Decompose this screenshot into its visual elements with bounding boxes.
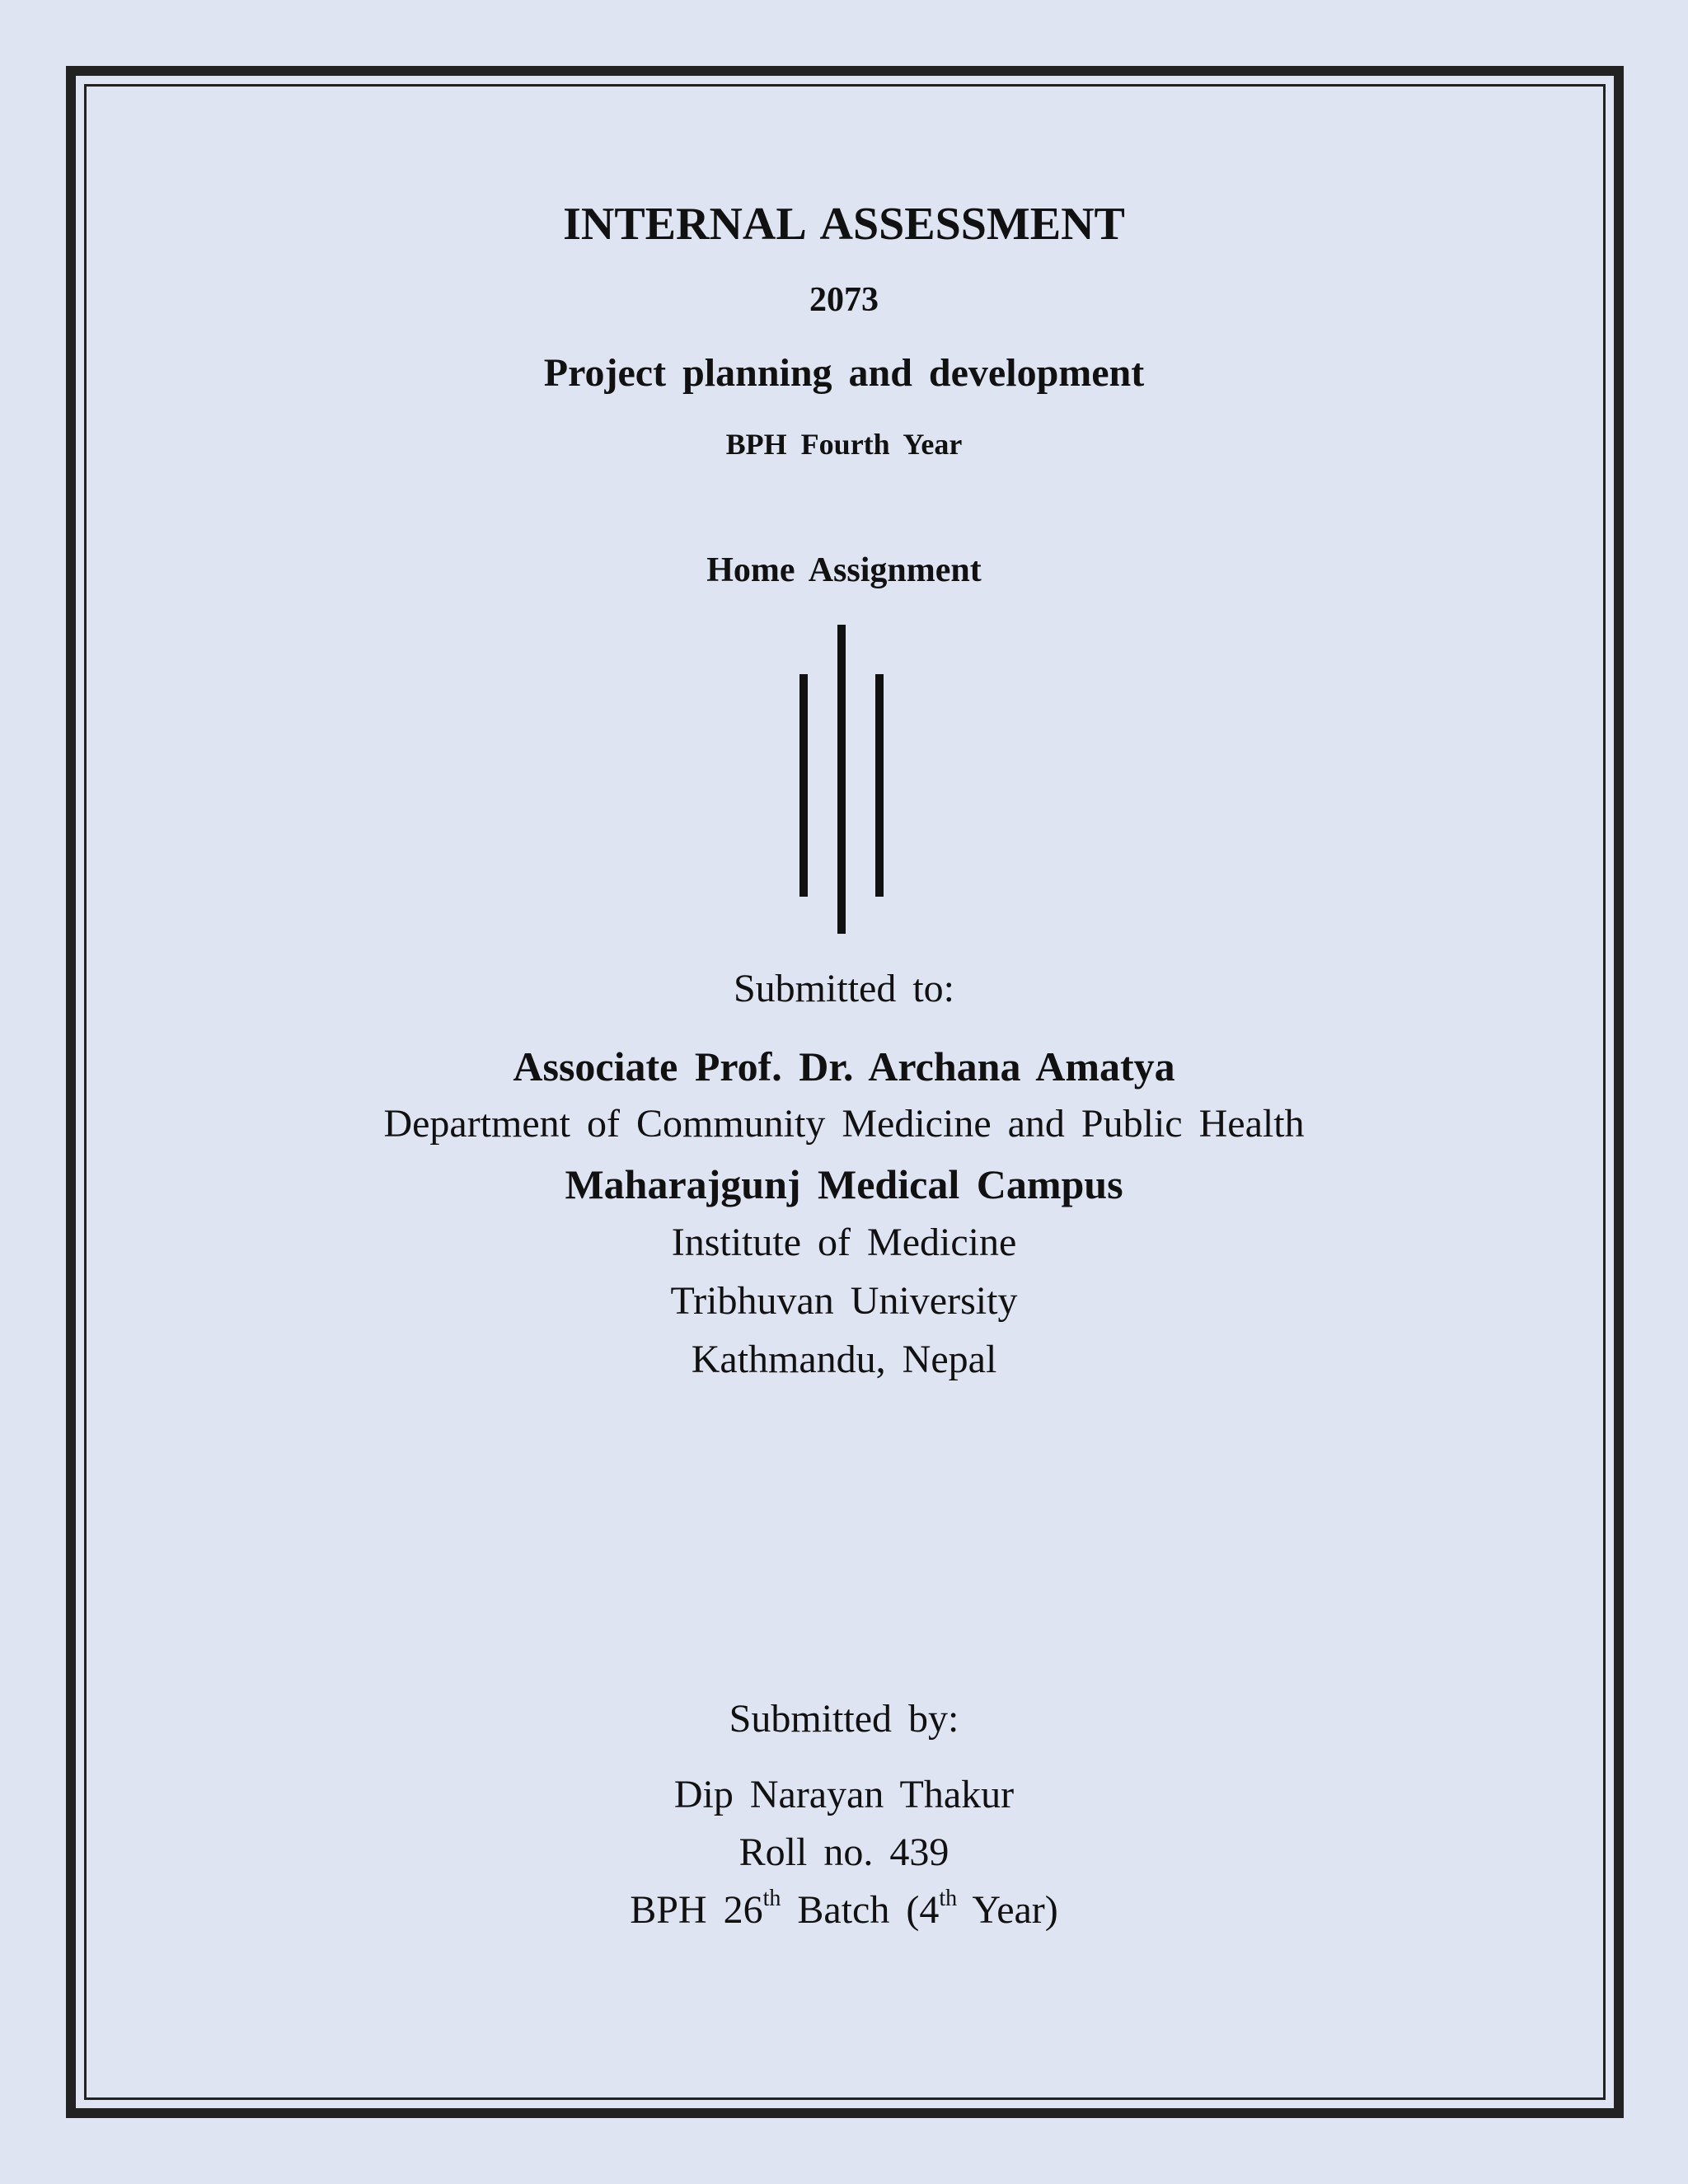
assignment-type: Home Assignment — [706, 551, 982, 589]
roll-number: Roll no. 439 — [738, 1830, 950, 1874]
emblem-left-bar — [799, 674, 808, 897]
document-title: INTERNAL ASSESSMENT — [563, 199, 1125, 250]
batch-suffix: Year) — [957, 1888, 1058, 1932]
document-year: 2073 — [809, 281, 879, 319]
batch-info — [0, 1887, 1688, 1933]
campus-name: Maharajgunj Medical Campus — [565, 1161, 1123, 1207]
university-name: Tribhuvan University — [670, 1279, 1018, 1323]
three-bars-emblem-icon — [791, 625, 890, 938]
batch-ordinal-suffix: th — [762, 1886, 781, 1911]
department-name: Department of Community Medicine and Public Health — [383, 1102, 1305, 1146]
batch-prefix: BPH 26 — [630, 1888, 763, 1932]
subject-title: Project planning and development — [543, 351, 1145, 395]
submitted-to-label: Submitted to: — [733, 967, 954, 1010]
emblem-right-bar — [875, 674, 884, 897]
program-label: BPH Fourth Year — [725, 428, 963, 461]
year-ordinal-suffix: th — [939, 1886, 958, 1911]
batch-middle: Batch (4 — [781, 1888, 940, 1932]
submitted-by-label: Submitted by: — [729, 1697, 959, 1741]
supervisor-name: Associate Prof. Dr. Archana Amatya — [513, 1043, 1175, 1090]
institute-name: Institute of Medicine — [671, 1221, 1017, 1264]
location-text: Kathmandu, Nepal — [691, 1338, 997, 1381]
emblem-center-bar — [837, 625, 846, 934]
student-name: Dip Narayan Thakur — [673, 1773, 1015, 1816]
